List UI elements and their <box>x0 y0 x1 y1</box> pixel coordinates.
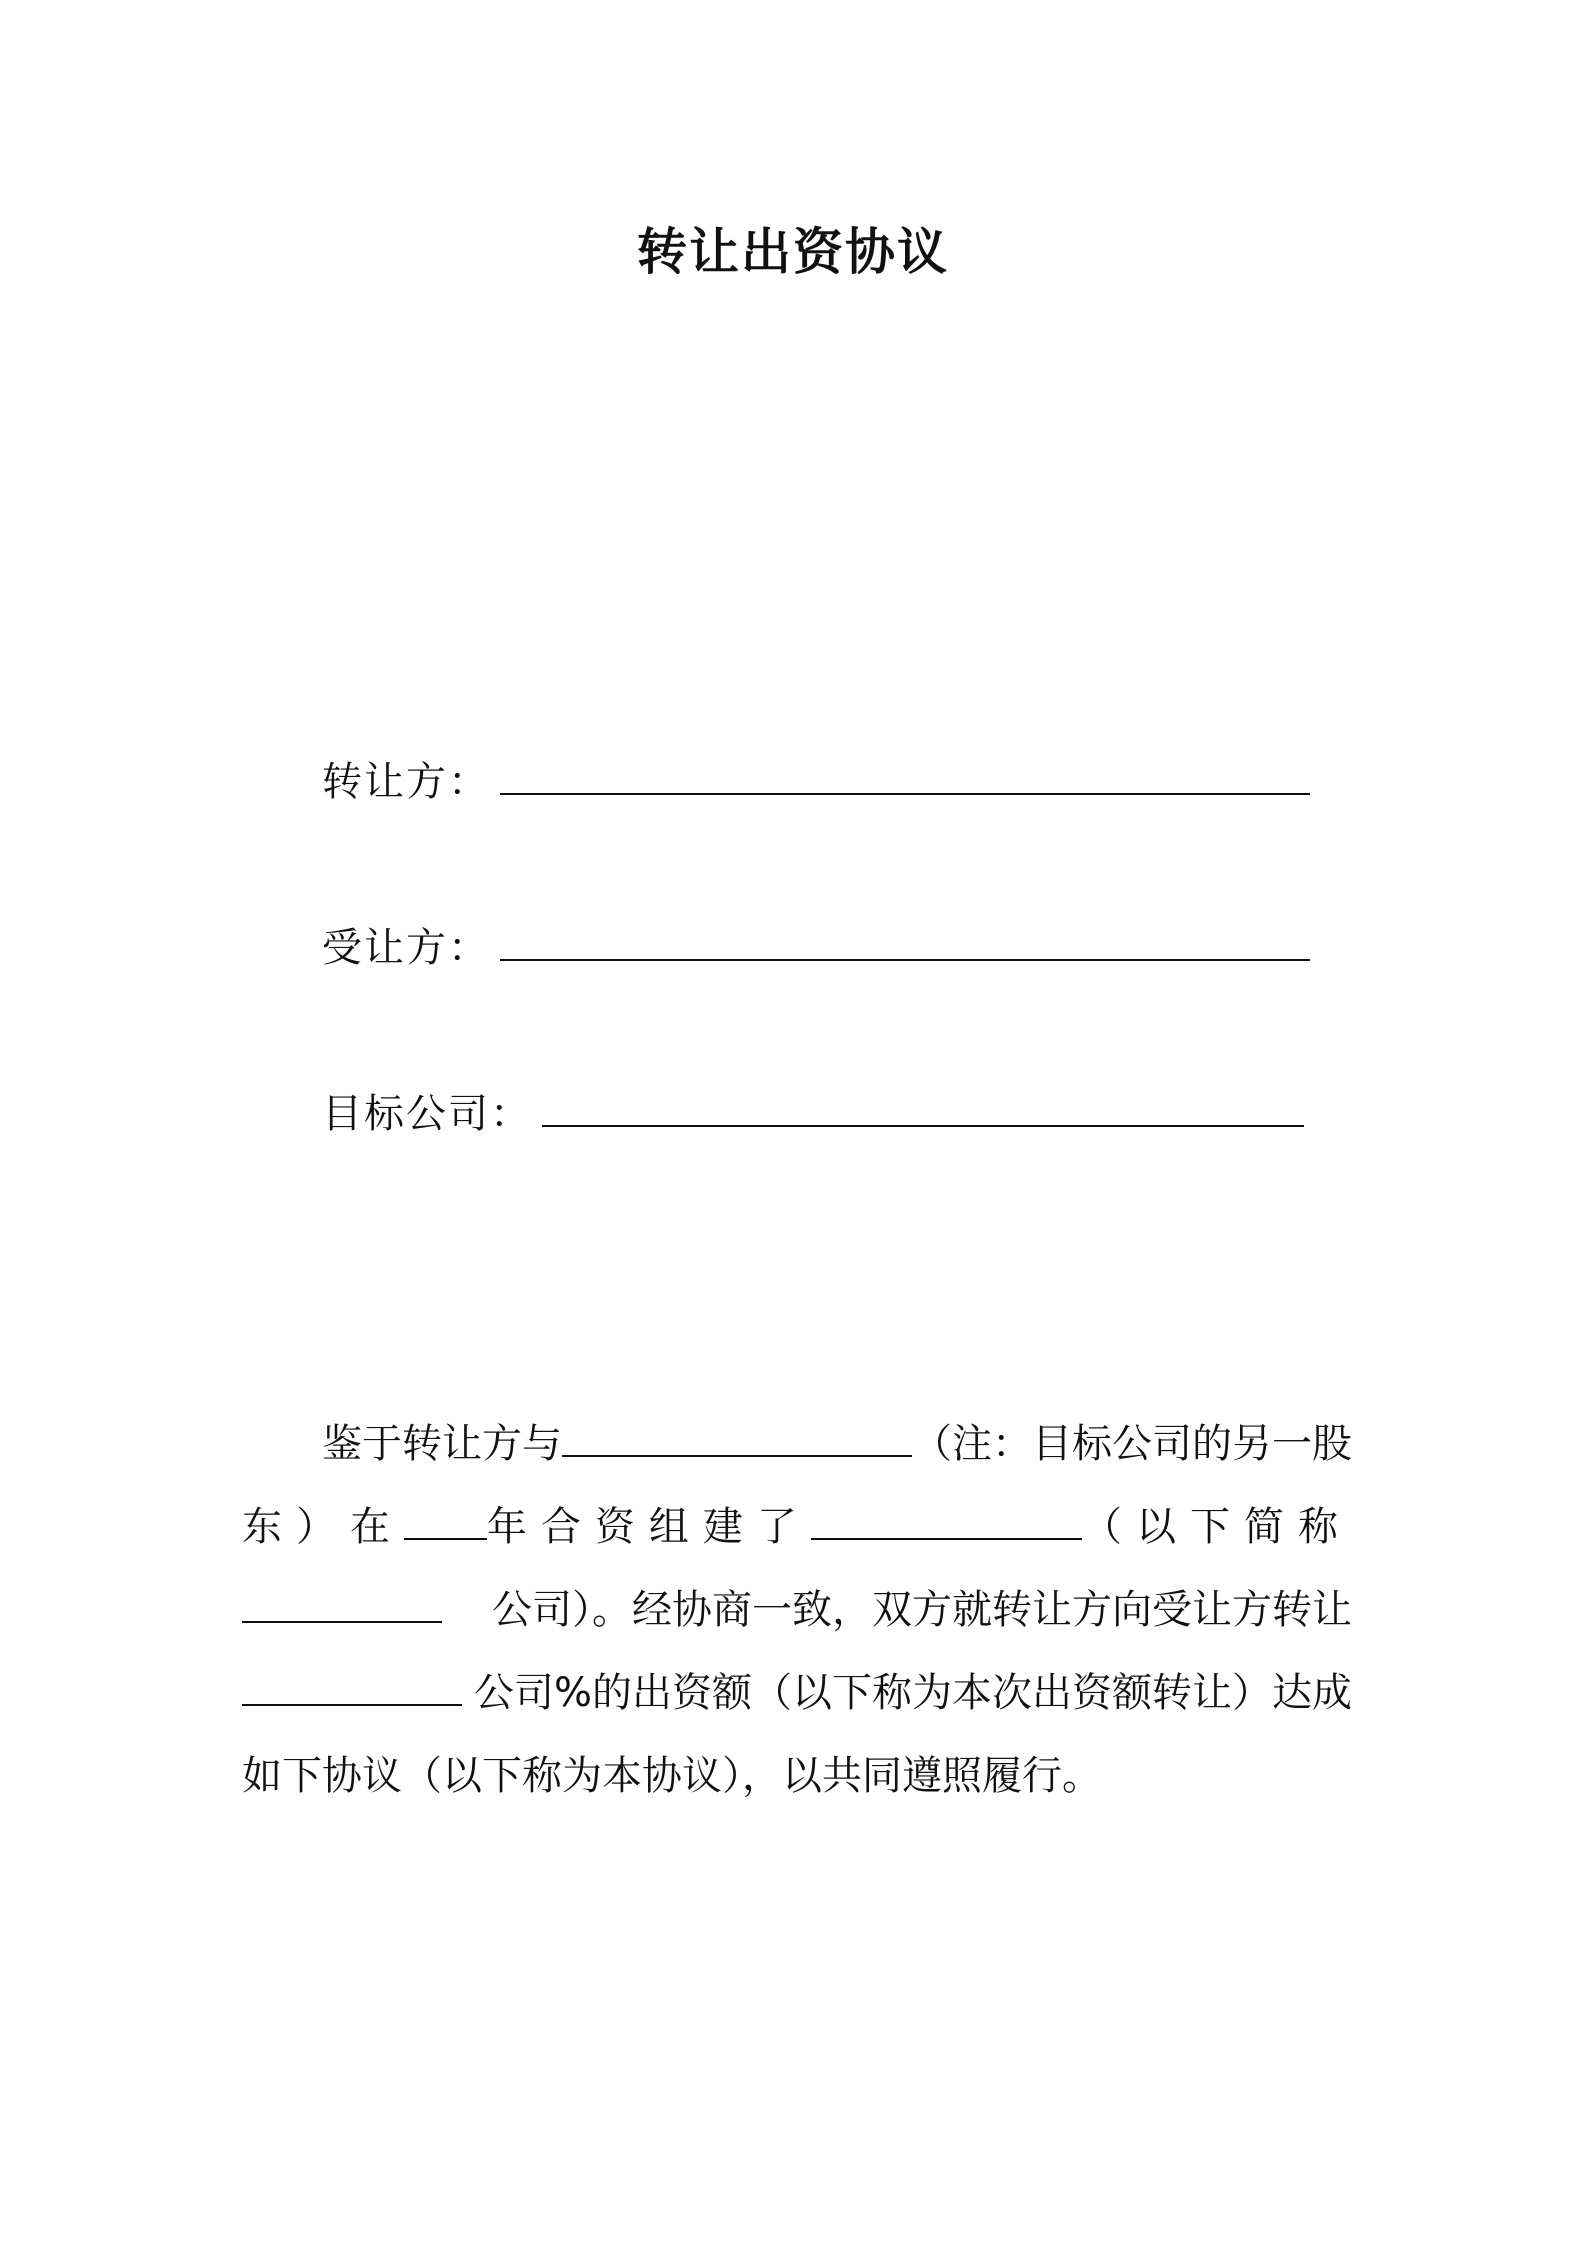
paragraph-text: 公司）。经协商一致，双方就转让方向受让方转让 <box>492 1587 1352 1633</box>
paragraph-text: （以下简称 <box>1082 1504 1352 1550</box>
document-title: 转让出资协议 <box>637 223 949 281</box>
target-company-label: 目标公司： <box>322 1091 532 1137</box>
other-shareholder-blank <box>562 1449 912 1457</box>
paragraph-text: （注：目标公司的另一股 <box>912 1421 1352 1467</box>
transferee-blank <box>500 953 1310 961</box>
paragraph-line <box>242 1578 1352 1635</box>
paragraph-text: 公司%的出资额（以下称为本次出资额转让）达成 <box>473 1670 1352 1716</box>
paragraph-text: 如下协议（以下称为本协议），以共同遵照履行。 <box>242 1753 1102 1799</box>
transferee-field <box>322 916 1310 973</box>
year-blank <box>404 1532 487 1540</box>
company-percent-blank <box>242 1698 462 1706</box>
transferor-field <box>322 750 1310 807</box>
transferor-blank <box>500 787 1310 795</box>
transferor-label: 转让方： <box>322 759 490 805</box>
target-company-blank <box>542 1119 1304 1127</box>
paragraph-text: 鉴于转让方与 <box>322 1421 562 1467</box>
target-company-field <box>322 1082 1304 1139</box>
paragraph-line <box>242 1661 1352 1718</box>
company-short-name-blank <box>242 1615 442 1623</box>
paragraph-line <box>242 1495 1352 1552</box>
paragraph-text: 年合资组建了 <box>486 1504 811 1550</box>
paragraph-text: 东）在 <box>242 1504 404 1550</box>
company-name-blank <box>811 1532 1082 1540</box>
transferee-label: 受让方： <box>322 925 490 971</box>
paragraph-line <box>242 1744 1102 1801</box>
paragraph-line <box>322 1412 1352 1469</box>
